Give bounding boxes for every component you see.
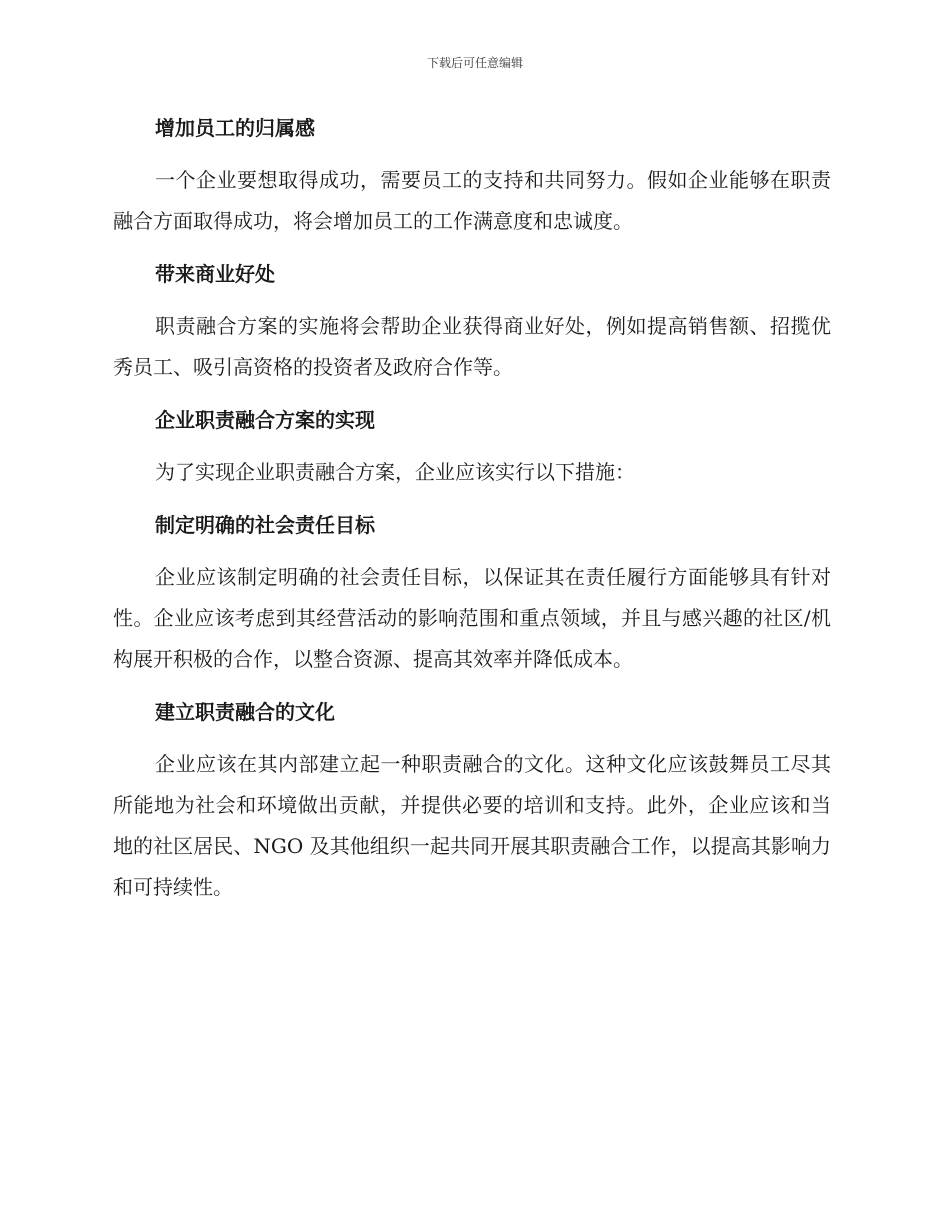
section-paragraph-culture: 企业应该在其内部建立起一种职责融合的文化。这种文化应该鼓舞员工尽其所能地为社会和环境做出贡献，并提供必要的培训和支持。此外，企业应该和当地的社区居民、NGO 及其他组织一起共同开展其职责融合工作，以提高其影响力和可持续性。 [113, 752, 831, 899]
section-paragraph-implementation: 为了实现企业职责融合方案，企业应该实行以下措施： [155, 460, 635, 484]
section-heading-social-goals: 制定明确的社会责任目标 [155, 513, 375, 537]
section-heading-implementation: 企业职责融合方案的实现 [155, 408, 375, 432]
section-heading-employee-belonging: 增加员工的归属感 [155, 116, 315, 140]
page-header: 下载后可任意编辑 [426, 56, 523, 70]
section-heading-culture: 建立职责融合的文化 [155, 700, 335, 724]
section-paragraph-business-benefits: 职责融合方案的实施将会帮助企业获得商业好处，例如提高销售额、招揽优秀员工、吸引高资格的投资者及政府合作等。 [113, 314, 831, 379]
section-heading-business-benefits: 带来商业好处 [155, 262, 275, 286]
section-paragraph-employee-belonging: 一个企业要想取得成功，需要员工的支持和共同努力。假如企业能够在职责融合方面取得成功，将会增加员工的工作满意度和忠诚度。 [113, 168, 831, 233]
section-paragraph-social-goals: 企业应该制定明确的社会责任目标，以保证其在责任履行方面能够具有针对性。企业应该考虑到其经营活动的影响范围和重点领域，并且与感兴趣的社区/机构展开积极的合作，以整合资源、提高其效率并降低成本。 [113, 565, 831, 671]
document-body [113, 108, 831, 920]
